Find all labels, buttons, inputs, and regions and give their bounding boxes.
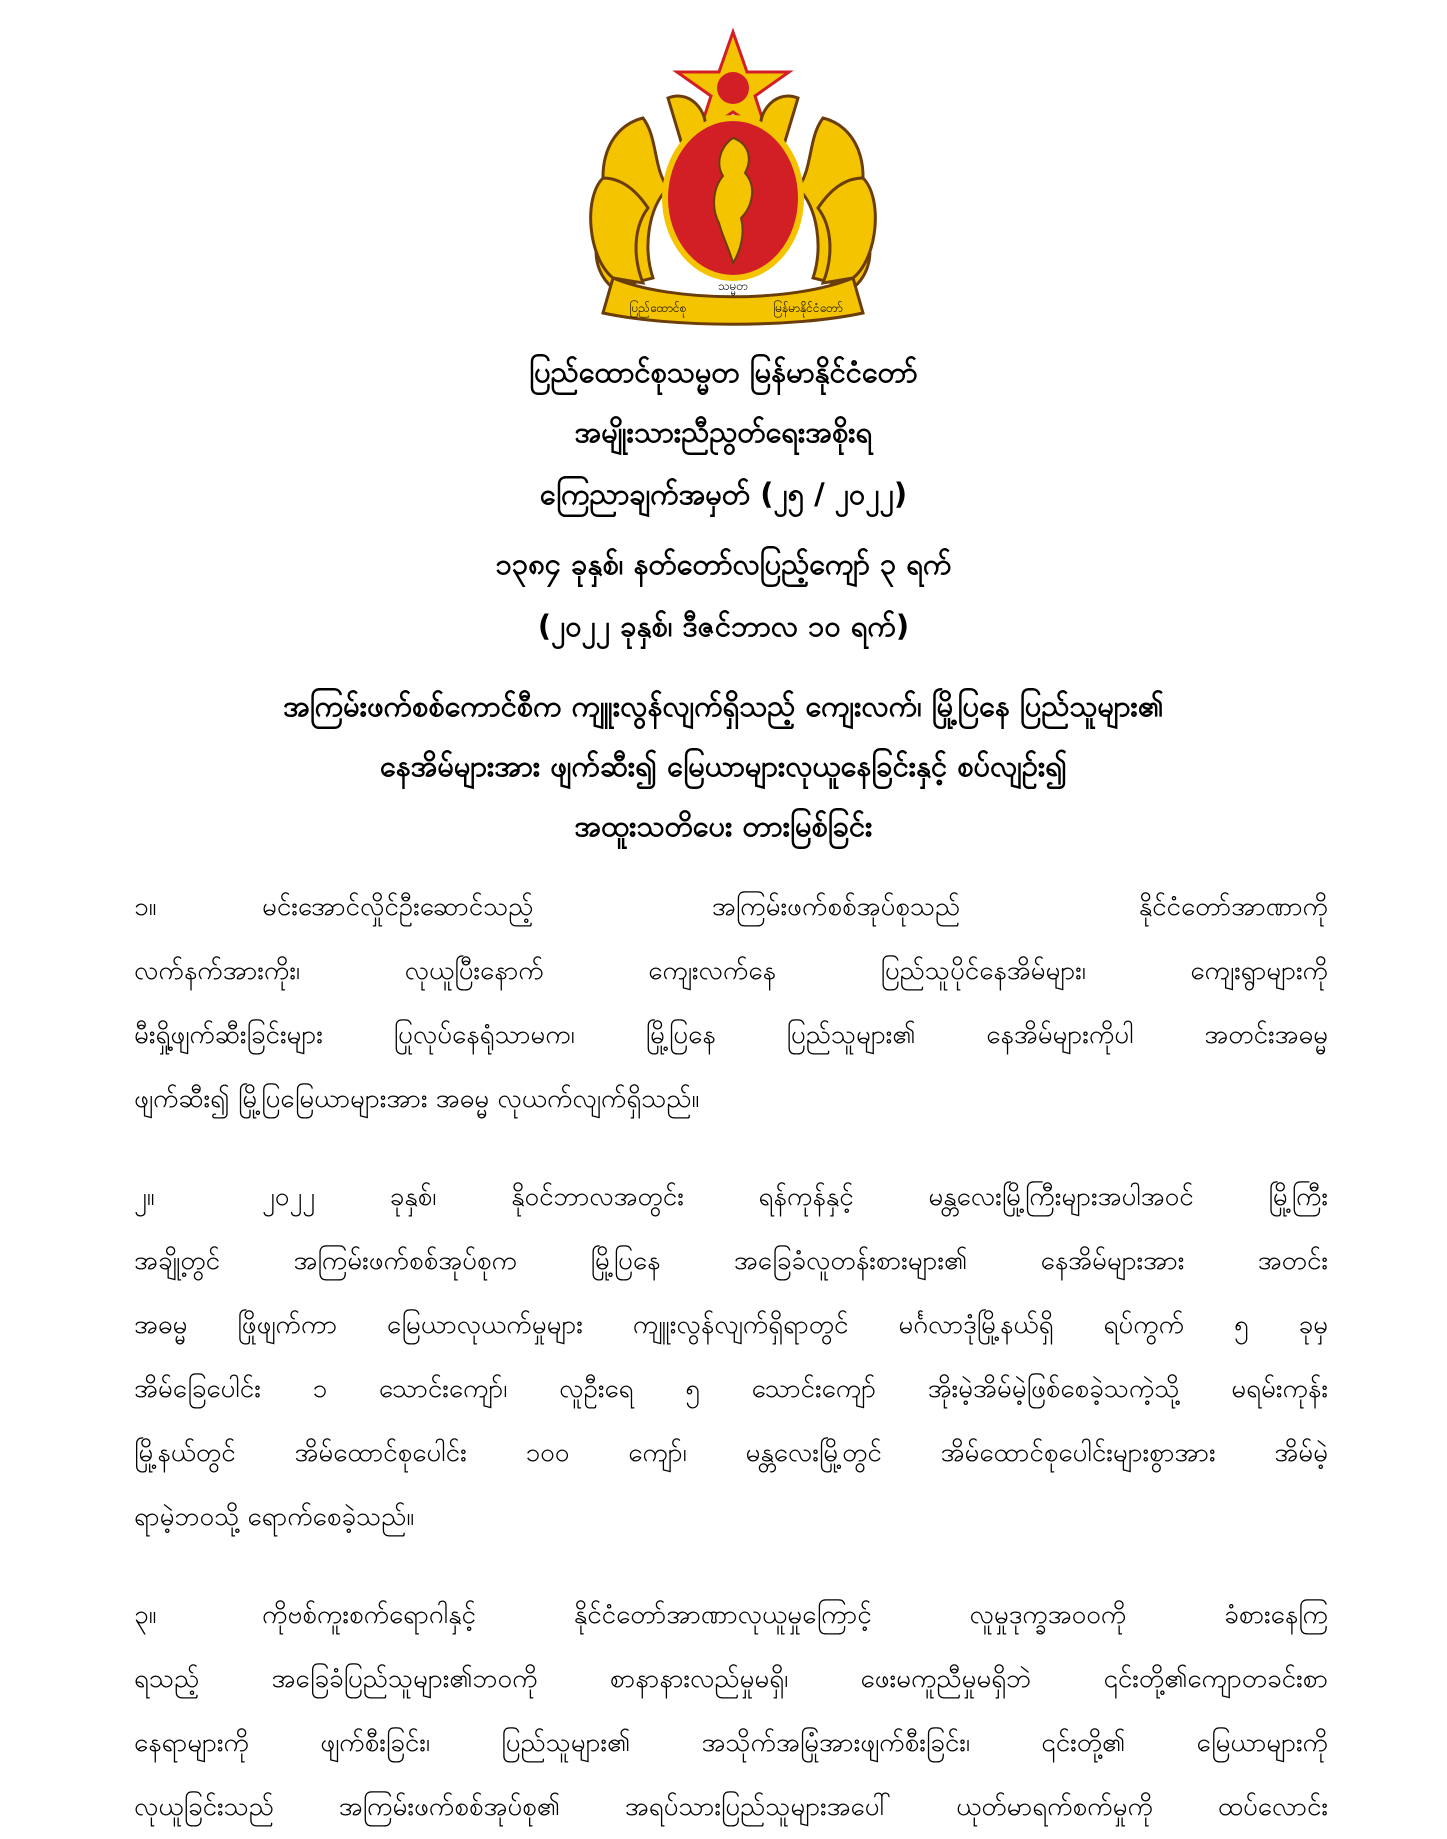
paragraph-2	[134, 1165, 1328, 1549]
paragraph-line: အချို့တွင် အကြမ်းဖက်စစ်အုပ်စုက မြို့ပြနေ အခြေခံလူတန်းစားများ၏ နေအိမ်များအား အတင်း	[134, 1246, 1328, 1276]
paragraph-line: အိမ်ခြေပေါင်း ၁ သောင်းကျော်၊ လူဦးရေ ၅ သောင်းကျော် အိုးမဲ့အိမ်မဲ့ဖြစ်စေခဲ့သကဲ့သို့ မရမ်းကုန်း	[134, 1374, 1328, 1404]
paragraph-line: ဖျက်ဆီး၍ မြို့ပြမြေယာများအား အဓမ္မ လုယက်လျက်ရှိသည်။	[134, 1084, 700, 1114]
paragraph-line: ၂။ ၂၀၂၂ ခုနှစ်၊ နိုဝင်ဘာလအတွင်း ရန်ကုန်နှင့် မန္တလေးမြို့ကြီးများအပါအဝင် မြို့ကြီး	[134, 1165, 1328, 1229]
subject-line-1: အကြမ်းဖက်စစ်ကောင်စီက ကျူးလွန်လျက်ရှိသည့် ကျေးလက်၊ မြို့ပြနေ ပြည်သူများ၏	[283, 689, 1164, 723]
state-seal-emblem	[573, 28, 893, 328]
paragraph-line: ၁။ မင်းအောင်လှိုင်ဦးဆောင်သည့် အကြမ်းဖက်စစ်အုပ်စုသည် နိုင်ငံတော်အာဏာကို	[134, 875, 1328, 939]
paragraph-line: လက်နက်အားကိုး၊ လုယူပြီးနောက် ကျေးလက်နေ ပြည်သူပိုင်နေအိမ်များ၊ ကျေးရွာများကို	[134, 956, 1328, 986]
paragraph-line: နေရာများကို ဖျက်စီးခြင်း၊ ပြည်သူများ၏ အသိုက်အမြုံအားဖျက်စီးခြင်း၊ ၎င်းတို့၏ မြေယာများကို	[134, 1728, 1328, 1758]
paragraph-line: လုယူခြင်းသည် အကြမ်းဖက်စစ်အုပ်စု၏ အရပ်သားပြည်သူများအပေါ် ယုတ်မာရက်စက်မှုကို ထပ်လောင်း	[134, 1792, 1328, 1822]
subject-line-3: အထူးသတိပေး တားမြစ်ခြင်း	[574, 809, 873, 843]
paragraph-3	[134, 1583, 1328, 1839]
paragraph-number: ၁။	[134, 892, 157, 922]
paragraph-line: မီးရှို့ဖျက်ဆီးခြင်းများ ပြုလုပ်နေရုံသာမက၊ မြို့ပြနေ ပြည်သူများ၏ နေအိမ်များကိုပါ အတင်းအဓမ္မ	[134, 1020, 1328, 1050]
date-gregorian: (၂၀၂၂ ခုနှစ်၊ ဒီဇင်ဘာလ ၁၀ ရက်)	[537, 609, 910, 643]
paragraph-line: ရာမဲ့ဘဝသို့ ရောက်စေခဲ့သည်။	[134, 1502, 415, 1532]
paragraph-line: မြို့နယ်တွင် အိမ်ထောင်စုပေါင်း ၁၀၀ ကျော်၊ မန္တလေးမြို့တွင် အိမ်ထောင်စုပေါင်းများစွာအား အိမ်မဲ့	[134, 1438, 1328, 1468]
paragraph-line: ၃။ ကိုဗစ်ကူးစက်ရောဂါနှင့် နိုင်ငံတော်အာဏာလုယူမှုကြောင့် လူမှုဒုက္ခအဝဝကို ခံစားနေကြ	[134, 1583, 1328, 1647]
paragraph-line: ရသည့် အခြေခံပြည်သူများ၏ဘဝကို စာနာနားလည်မှုမရှိ၊ ဖေးမကူညီမှုမရှိဘဲ ၎င်းတို့၏ကျောတခင်းစာ	[134, 1664, 1328, 1694]
seal-text-right: မြန်မာနိုင်ငံတော်	[773, 301, 843, 315]
paragraph-number: ၃။	[134, 1600, 157, 1630]
date-myanmar: ၁၃၈၄ ခုနှစ်၊ နတ်တော်လပြည့်ကျော် ၃ ရက်	[495, 547, 952, 581]
paragraph-1	[134, 875, 1328, 1131]
seal-text-top: သမ္မတ	[717, 279, 749, 293]
paragraph-line: အဓမ္မ ဖြိုဖျက်ကာ မြေယာလုယက်မှုများ ကျူးလွန်လျက်ရှိရာတွင် မင်္ဂလာဒုံမြို့နယ်ရှိ ရပ်ကွက် ၅ ခုမှ	[134, 1310, 1328, 1340]
seal-text-left: ပြည်ထောင်စု	[629, 301, 687, 315]
paragraph-number: ၂။	[134, 1182, 155, 1212]
government-line-2: အမျိုးသားညီညွတ်ရေးအစိုးရ	[574, 415, 873, 449]
government-line-1: ပြည်ထောင်စုသမ္မတ မြန်မာနိုင်ငံတော်	[529, 355, 918, 389]
announcement-number: ကြေညာချက်အမှတ် (၂၅ / ၂၀၂၂)	[539, 477, 908, 511]
subject-line-2: နေအိမ်များအား ဖျက်ဆီး၍ မြေယာများလုယူနေခြင်းနှင့် စပ်လျဉ်း၍	[379, 749, 1068, 783]
